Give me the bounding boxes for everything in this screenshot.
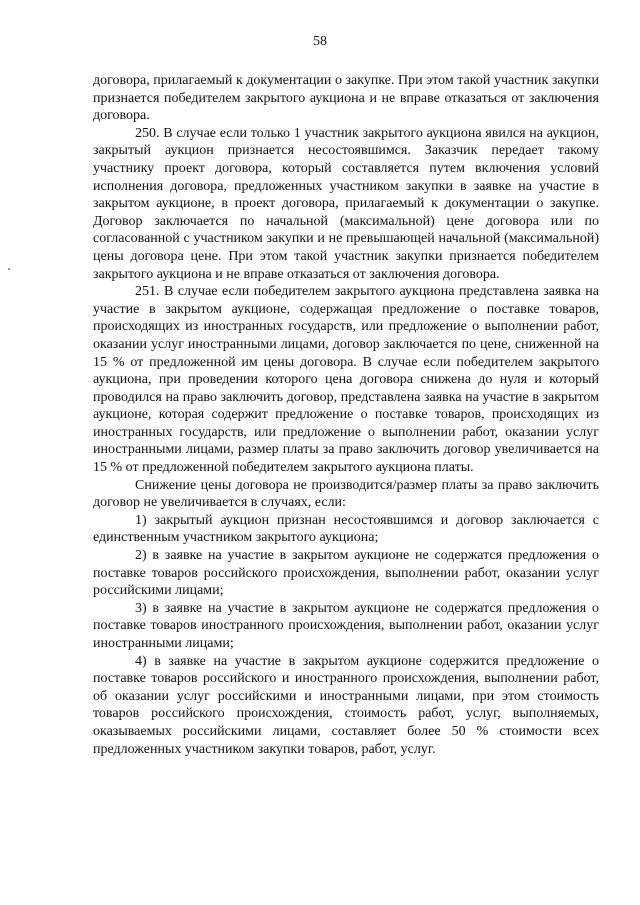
list-item-1: 1) закрытый аукцион признан несостоявшимся и договор заключается с единственным участником закрытого аукциона; xyxy=(93,512,599,546)
paragraph-continuation: договора, прилагаемый к документации о закупке. При этом такой участник закупки признается победителем закрытого аукциона и не вправе отказаться от заключения договора. xyxy=(93,73,599,124)
paragraph-price-reduction: Снижение цены договора не производится/размер платы за право заключить договор не увеличивается в случаях, если: xyxy=(93,477,599,511)
scan-artifact xyxy=(8,268,10,270)
paragraph-250: 250. В случае если только 1 участник закрытого аукциона явился на аукцион, закрытый аукцион признается несостоявшимся. Заказчик передает такому участнику проект договора, который составляется путем включения условий исполнения договора, предложенных участником закупки в заявке на участие в закрытом аукционе, в проект договора, прилагаемый к документации о закупке. Договор заключается по начальной (максимальной) цене договора или по согласованной с участником закупки и не превышающей начальной (максимальной) цены договора цене. При этом такой участник закупки признается победителем закрытого аукциона и не вправе отказаться от заключения договора. xyxy=(93,125,599,282)
list-item-4: 4) в заявке на участие в закрытом аукционе содержится предложение о поставке товаров российского и иностранного происхождения, выполнении работ, об оказании услуг российскими и иностранными лицами, при этом стоимость товаров российского происхождения, стоимость работ, услуг, выполняемых, оказываемых российскими лицами, составляет более 50 % стоимости всех предложенных участником закупки товаров, работ, услуг. xyxy=(93,653,599,757)
paragraph-251: 251. В случае если победителем закрытого аукциона представлена заявка на участие в закрытом аукционе, содержащая предложение о поставке товаров, происходящих из иностранных государств, или предложение о выполнении работ, оказании услуг иностранными лицами, договор заключается по цене, сниженной на 15 % от предложенной им цены договора. В случае если победителем закрытого аукциона, при проведении которого цена договора снижена до нуля и который проводился на право заключить договор, представлена заявка на участие в закрытом аукционе, которая содержит предложение о поставке товаров, происходящих из иностранных государств, или предложение о выполнении работ, оказании услуг иностранными лицами, размер платы за право заключить договор увеличивается на 15 % от предложенной победителем закрытого аукциона платы. xyxy=(93,284,599,476)
list-item-2: 2) в заявке на участие в закрытом аукционе не содержатся предложения о поставке товаров российского происхождения, выполнении работ, оказании услуг российскими лицами; xyxy=(93,548,599,599)
list-item-3: 3) в заявке на участие в закрытом аукционе не содержатся предложения о поставке товаров иностранного происхождения, выполнении работ, оказании услуг иностранными лицами; xyxy=(93,600,599,651)
document-body xyxy=(93,72,599,758)
page-number: 58 xyxy=(313,34,327,49)
